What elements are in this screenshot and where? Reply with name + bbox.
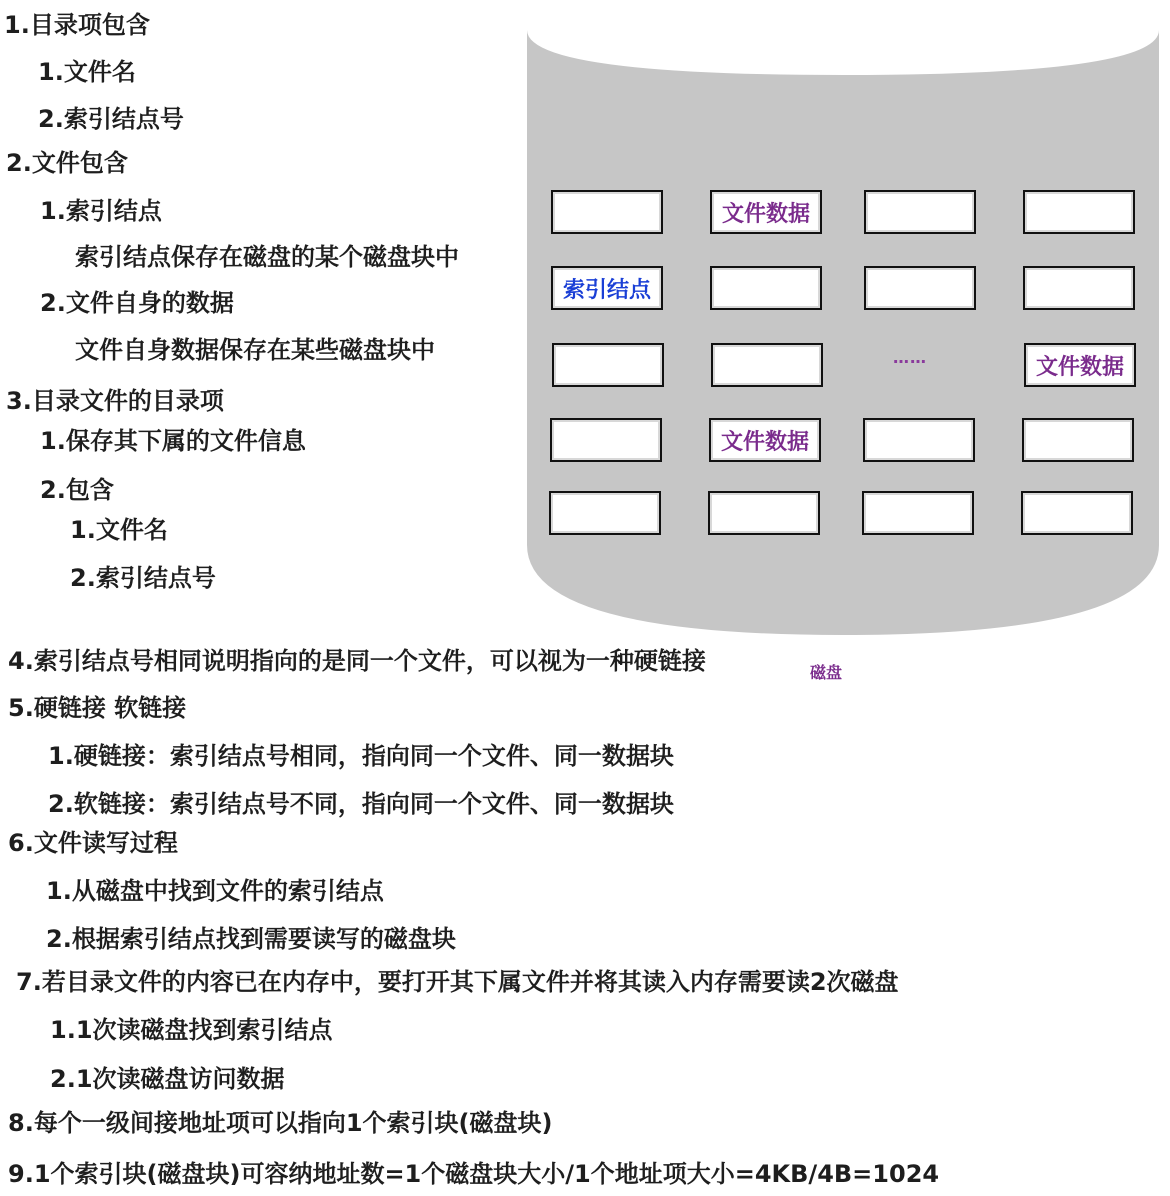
disk-block-r3-c1: 文件数据 <box>709 418 821 462</box>
note-6-heading: 6.文件读写过程 <box>8 829 178 857</box>
note-3-1: 1.保存其下属的文件信息 <box>40 427 306 455</box>
note-9: 9.1个索引块(磁盘块)可容纳地址数=1个磁盘块大小/1个地址项大小=4KB/4B=1024 <box>8 1160 940 1188</box>
disk-block-r3-c0 <box>550 418 662 462</box>
note-6-2: 2.根据索引结点找到需要读写的磁盘块 <box>46 925 456 953</box>
disk-block-r4-c1 <box>708 491 820 535</box>
note-2-heading: 2.文件包含 <box>6 149 128 177</box>
disk-block-r2-c0 <box>552 343 664 387</box>
note-7: 7.若目录文件的内容已在内存中，要打开其下属文件并将其读入内存需要读2次磁盘 <box>16 968 899 996</box>
disk-block-r4-c3 <box>1021 491 1133 535</box>
note-2-1-detail: 索引结点保存在磁盘的某个磁盘块中 <box>75 243 459 271</box>
note-6-1: 1.从磁盘中找到文件的索引结点 <box>46 877 384 905</box>
disk-block-r4-c0 <box>549 491 661 535</box>
note-3-2: 2.包含 <box>40 476 114 504</box>
note-1-1: 1.文件名 <box>38 58 136 86</box>
note-2-1: 1.索引结点 <box>40 197 162 225</box>
note-1-heading: 1.目录项包含 <box>4 11 150 39</box>
disk-block-r1-c3 <box>1023 266 1135 310</box>
note-7-1: 1.1次读磁盘找到索引结点 <box>50 1016 333 1044</box>
disk-block-r1-c0: 索引结点 <box>551 266 663 310</box>
disk-block-r0-c1: 文件数据 <box>710 190 822 234</box>
disk-block-r0-c2 <box>864 190 976 234</box>
note-5-2: 2.软链接：索引结点号不同，指向同一个文件、同一数据块 <box>48 790 674 818</box>
note-7-2: 2.1次读磁盘访问数据 <box>50 1065 285 1093</box>
disk-block-r4-c2 <box>862 491 974 535</box>
note-3-2-1: 1.文件名 <box>70 516 168 544</box>
disk-block-r0-c3 <box>1023 190 1135 234</box>
disk-block-r3-c2 <box>863 418 975 462</box>
disk-block-r2-c3: 文件数据 <box>1024 343 1136 387</box>
disk-label: 磁盘 <box>810 663 843 682</box>
disk-block-r2-c1 <box>711 343 823 387</box>
disk-block-r1-c2 <box>864 266 976 310</box>
note-8: 8.每个一级间接地址项可以指向1个索引块(磁盘块) <box>8 1109 553 1137</box>
note-3-heading: 3.目录文件的目录项 <box>6 387 224 415</box>
note-1-2: 2.索引结点号 <box>38 105 184 133</box>
note-2-2-detail: 文件自身数据保存在某些磁盘块中 <box>75 336 435 364</box>
disk-block-r1-c1 <box>710 266 822 310</box>
note-5-1: 1.硬链接：索引结点号相同，指向同一个文件、同一数据块 <box>48 742 674 770</box>
disk-block-r3-c3 <box>1022 418 1134 462</box>
disk-ellipsis: …… <box>893 348 927 367</box>
disk-block-r0-c0 <box>551 190 663 234</box>
note-2-2: 2.文件自身的数据 <box>40 289 234 317</box>
note-5-heading: 5.硬链接 软链接 <box>8 694 187 722</box>
note-4: 4.索引结点号相同说明指向的是同一个文件，可以视为一种硬链接 <box>8 647 706 675</box>
disk-body <box>527 30 1159 635</box>
note-3-2-2: 2.索引结点号 <box>70 564 216 592</box>
